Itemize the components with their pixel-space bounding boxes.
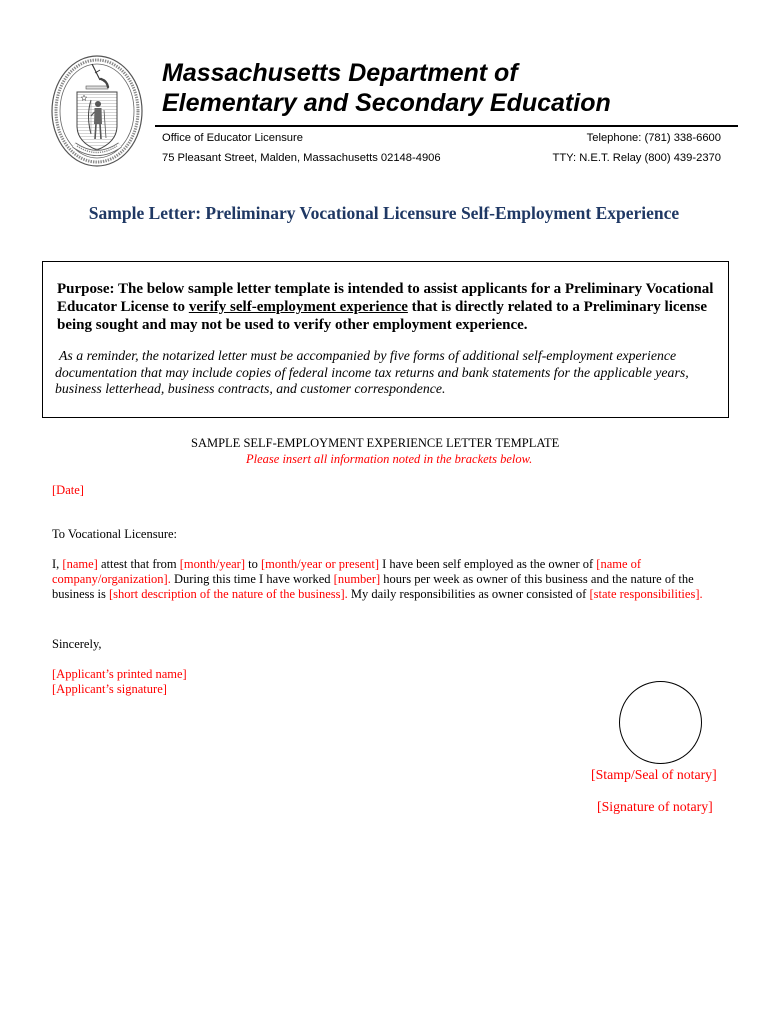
placeholder-date: [Date] — [52, 482, 84, 497]
notary-seal-circle — [619, 681, 702, 764]
placeholder-notary-signature: [Signature of notary] — [597, 798, 713, 814]
template-heading: SAMPLE SELF-EMPLOYMENT EXPERIENCE LETTER TEMPLATE — [191, 435, 560, 450]
body-text: My daily responsibilities as owner consisted of — [347, 586, 590, 601]
letter-salutation: To Vocational Licensure: — [52, 526, 178, 541]
body-text: hours per week as owner of this business and the nature of the — [380, 571, 694, 586]
placeholder-company-name: [name of — [596, 556, 642, 571]
state-seal-icon — [50, 54, 144, 168]
placeholder-hours: [number] — [333, 571, 381, 586]
agency-name-line1: Massachusetts Department of — [162, 59, 518, 87]
agency-name — [162, 58, 611, 118]
reminder-line: documentation that may include copies of federal income tax returns and bank statements for the applicable years, — [55, 364, 689, 380]
office-address: 75 Pleasant Street, Malden, Massachusetts 02148-4906 — [162, 152, 441, 164]
purpose-statement — [57, 280, 713, 334]
body-text: business is — [52, 586, 109, 601]
body-text: to — [245, 556, 261, 571]
letter-body — [52, 557, 703, 602]
body-line — [52, 557, 703, 572]
purpose-line: being sought and may not be used to verify other employment experience. — [57, 317, 528, 333]
body-text: attest that from — [97, 556, 180, 571]
placeholder-applicant-signature: [Applicant’s signature] — [52, 681, 167, 696]
placeholder-notary-stamp: [Stamp/Seal of notary] — [591, 766, 717, 782]
body-text: During this time I have worked — [170, 571, 334, 586]
header-rule — [155, 125, 738, 127]
office-name: Office of Educator Licensure — [162, 132, 303, 144]
template-instructions: Please insert all information noted in the brackets below. — [246, 451, 533, 466]
purpose-line: Purpose: The below sample letter template is intended to assist applicants for a Preliminary Vocational — [57, 281, 714, 297]
purpose-text: that is directly related to a Preliminary license — [407, 299, 708, 315]
placeholder-applicant-printed-name: [Applicant’s printed name] — [52, 666, 187, 681]
body-text: I have been self employed as the owner of — [379, 556, 597, 571]
placeholder-start-date: [month/year] — [179, 556, 246, 571]
purpose-text: Educator License to — [57, 299, 189, 315]
purpose-emphasis: verify self-employment experience — [188, 299, 408, 315]
body-line — [52, 587, 703, 602]
placeholder-company-name: company/organization]. — [52, 571, 171, 586]
body-text: I, — [52, 556, 63, 571]
placeholder-business-description: [short description of the nature of the business]. — [108, 586, 348, 601]
agency-name-line2: Elementary and Secondary Education — [162, 89, 611, 117]
telephone-number: Telephone: (781) 338-6600 — [586, 132, 721, 144]
placeholder-responsibilities: [state responsibilities]. — [589, 586, 703, 601]
purpose-line — [57, 298, 713, 316]
letter-closing: Sincerely, — [52, 636, 102, 651]
tty-number: TTY: N.E.T. Relay (800) 439-2370 — [552, 152, 721, 164]
body-line — [52, 572, 703, 587]
placeholder-end-date: [month/year or present] — [261, 556, 380, 571]
reminder-note — [55, 348, 689, 398]
placeholder-name: [name] — [62, 556, 98, 571]
document-title: Sample Letter: Preliminary Vocational Licensure Self-Employment Experience — [88, 203, 680, 223]
reminder-line: business letterhead, business contracts, and customer correspondence. — [55, 381, 446, 396]
reminder-line: As a reminder, the notarized letter must be accompanied by five forms of additional self-employment experience — [59, 348, 677, 363]
